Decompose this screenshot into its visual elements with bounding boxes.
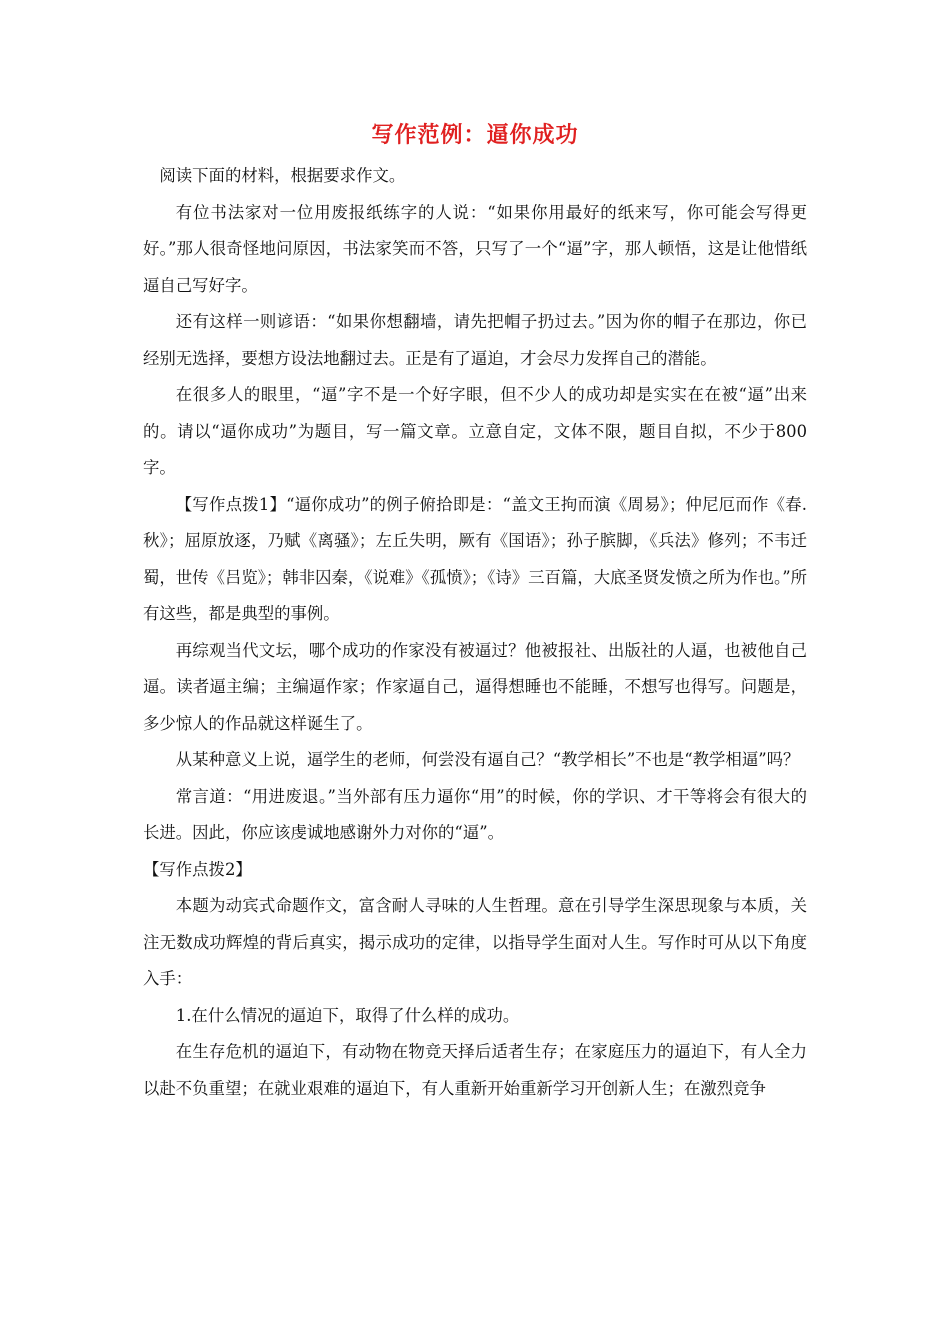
paragraph-examples: 在生存危机的逼迫下，有动物在物竞天择后适者生存；在家庭压力的逼迫下，有人全力以赴不负重望；在就业艰难的逼迫下，有人重新开始重新学习开创新人生；在激烈竞争 (143, 1042, 807, 1098)
paragraph-literary-world: 再综观当代文坛，哪个成功的作家没有被逼过？他被报社、出版社的人逼，也被他自己逼。读者逼主编；主编逼作家；作家逼自己，逼得想睡也不能睡，不想写也得写。问题是，多少惊人的作品就这样诞生了。 (143, 640, 807, 733)
paragraph-tip-1: 【写作点拨1】“逼你成功”的例子俯拾即是：“盖文王拘而演《周易》；仲尼厄而作《春.秋》；屈原放逐，乃赋《离骚》；左丘失明，厥有《国语》；孙子膑脚，《兵法》修列；不韦迁蜀，世传《吕览》；韩非囚秦，《说难》《孤愤》；《诗》三百篇，大底圣贤发愤之所为作也。”所有这些，都是典型的事例。 (143, 494, 807, 623)
heading-tip-2: 【写作点拨2】 (143, 859, 252, 879)
paragraph-teacher: 从某种意义上说，逼学生的老师，何尝没有逼自己？“教学相长”不也是“教学相逼”吗？ (175, 750, 800, 769)
paragraph-prompt: 在很多人的眼里，“逼”字不是一个好字眼，但不少人的成功却是实实在在被“逼”出来的。请以“逼你成功”为题目，写一篇文章。立意自定，文体不限，题目自拟，不少于800字。 (143, 385, 807, 477)
document-title: 写作范例：逼你成功 (371, 123, 579, 148)
document-body (143, 158, 807, 1107)
paragraph-calligrapher: 有位书法家对一位用废报纸练字的人说：“如果你用最好的纸来写，你可能会写得更好。”那人很奇怪地问原因，书法家笑而不答，只写了一个“逼”字，那人顿悟，这是让他惜纸逼自己写好字。 (143, 202, 807, 295)
paragraph-instruction: 阅读下面的材料，根据要求作文。 (159, 166, 406, 185)
paragraph-proverb: 还有这样一则谚语：“如果你想翻墙，请先把帽子扔过去。”因为你的帽子在那边，你已经别无选择，要想方设法地翻过去。正是有了逼迫，才会尽力发挥自己的潜能。 (143, 312, 807, 368)
paragraph-saying: 常言道：“用进废退。”当外部有压力逼你“用”的时候，你的学识、才干等将会有很大的长进。因此，你应该虔诚地感谢外力对你的“逼”。 (143, 786, 807, 842)
list-item-1: 1.在什么情况的逼迫下，取得了什么样的成功。 (175, 1005, 520, 1025)
paragraph-analysis: 本题为动宾式命题作文，富含耐人寻味的人生哲理。意在引导学生深思现象与本质，关注无数成功辉煌的背后真实，揭示成功的定律，以指导学生面对人生。写作时可从以下角度入手： (143, 896, 807, 988)
